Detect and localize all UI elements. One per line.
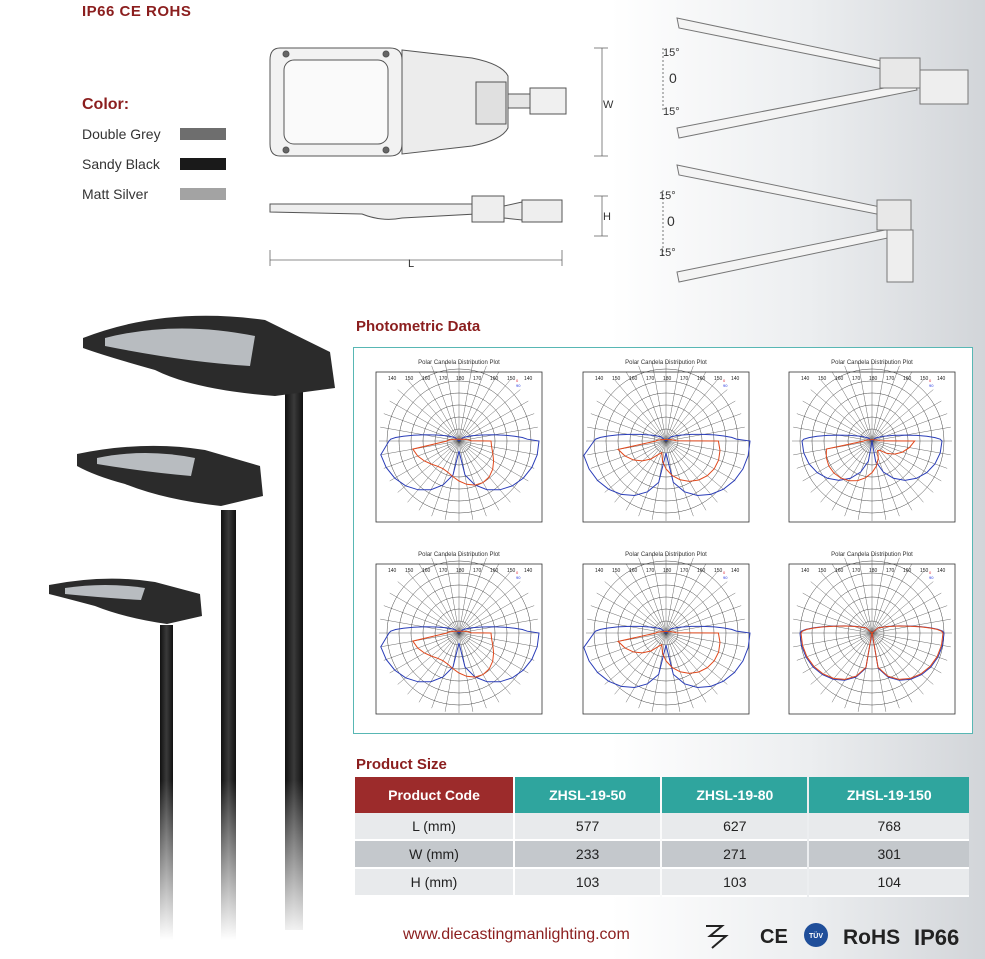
angle-label: 180 bbox=[456, 568, 465, 574]
legend-label: 90 bbox=[723, 575, 728, 580]
certifications-heading: IP66 CE ROHS bbox=[82, 3, 192, 20]
angle-label: 170 bbox=[439, 376, 448, 382]
angle-label: 140 bbox=[801, 376, 810, 382]
angle-label: 160 bbox=[490, 376, 499, 382]
angle-label: 180 bbox=[663, 568, 672, 574]
color-name: Sandy Black bbox=[82, 156, 160, 172]
table-row bbox=[355, 841, 969, 869]
legend-label: 90 bbox=[516, 383, 521, 388]
angle-label: 180 bbox=[456, 376, 465, 382]
tilt-up-label-1: 15° bbox=[663, 47, 680, 59]
angle-label: 170 bbox=[646, 568, 655, 574]
tuv-mark-label: TÜV bbox=[809, 933, 823, 940]
legend-label: 90 bbox=[929, 575, 934, 580]
angle-label: 140 bbox=[731, 568, 740, 574]
tilt-zero-label-2: 0 bbox=[667, 213, 675, 229]
legend-label: 90 bbox=[516, 575, 521, 580]
polar-chart bbox=[571, 548, 761, 723]
product-size-heading: Product Size bbox=[356, 756, 447, 773]
angle-label: 150 bbox=[920, 376, 929, 382]
row-label: W (mm) bbox=[355, 841, 513, 869]
angle-label: 170 bbox=[646, 376, 655, 382]
product-size-table bbox=[353, 777, 971, 897]
color-option-matt-silver bbox=[82, 186, 232, 204]
angle-label: 140 bbox=[388, 376, 397, 382]
angle-label: 160 bbox=[903, 376, 912, 382]
polar-plot-title: Polar Candela Distribution Plot bbox=[831, 552, 913, 558]
angle-label: 160 bbox=[629, 376, 638, 382]
legend-label: 0 bbox=[929, 378, 932, 383]
angle-label: 140 bbox=[595, 376, 604, 382]
angle-label: 140 bbox=[801, 568, 810, 574]
angle-label: 160 bbox=[697, 376, 706, 382]
angle-label: 170 bbox=[680, 568, 689, 574]
lamp-side-view bbox=[270, 196, 562, 222]
color-option-sandy-black bbox=[82, 156, 232, 174]
ip66-mark: IP66 bbox=[914, 925, 960, 950]
ce-mark: CE bbox=[760, 926, 788, 948]
color-heading: Color: bbox=[82, 96, 130, 113]
cell: 104 bbox=[809, 869, 969, 897]
row-label: H (mm) bbox=[355, 869, 513, 897]
angle-label: 180 bbox=[663, 376, 672, 382]
angle-label: 140 bbox=[524, 376, 533, 382]
angle-label: 150 bbox=[507, 376, 516, 382]
legend-label: 90 bbox=[929, 383, 934, 388]
angle-label: 150 bbox=[612, 376, 621, 382]
angle-label: 140 bbox=[937, 568, 946, 574]
color-swatch bbox=[180, 158, 226, 170]
angle-label: 170 bbox=[852, 376, 861, 382]
polar-plot-title: Polar Candela Distribution Plot bbox=[418, 360, 500, 366]
angle-label: 150 bbox=[818, 376, 827, 382]
angle-label: 160 bbox=[835, 376, 844, 382]
angle-label: 140 bbox=[731, 376, 740, 382]
emc-mark-icon bbox=[706, 926, 726, 948]
polar-chart bbox=[777, 356, 967, 531]
photometric-panel bbox=[353, 347, 973, 734]
angle-label: 160 bbox=[422, 376, 431, 382]
table-row bbox=[355, 813, 969, 841]
tilt-zero-label-1: 0 bbox=[669, 70, 677, 86]
angle-label: 150 bbox=[714, 568, 723, 574]
angle-label: 160 bbox=[697, 568, 706, 574]
polar-plot-6 bbox=[777, 548, 967, 723]
angle-label: 170 bbox=[886, 376, 895, 382]
tilt-diagram bbox=[655, 10, 980, 290]
angle-label: 150 bbox=[714, 376, 723, 382]
angle-label: 170 bbox=[852, 568, 861, 574]
polar-plot-5 bbox=[571, 548, 761, 723]
height-label: H bbox=[603, 211, 611, 223]
table-header-model: ZHSL-19-150 bbox=[809, 777, 969, 813]
tilt-down-label-2: 15° bbox=[659, 247, 676, 259]
angle-label: 140 bbox=[595, 568, 604, 574]
photometric-heading: Photometric Data bbox=[356, 318, 481, 335]
angle-label: 150 bbox=[405, 568, 414, 574]
cell: 271 bbox=[662, 841, 807, 869]
polar-plot-title: Polar Candela Distribution Plot bbox=[625, 360, 707, 366]
cell: 627 bbox=[662, 813, 807, 841]
polar-plot-3 bbox=[777, 356, 967, 531]
tilt-down-label-1: 15° bbox=[663, 106, 680, 118]
angle-label: 180 bbox=[869, 568, 878, 574]
polar-plot-title: Polar Candela Distribution Plot bbox=[418, 552, 500, 558]
angle-label: 140 bbox=[937, 376, 946, 382]
angle-label: 170 bbox=[473, 568, 482, 574]
polar-chart bbox=[571, 356, 761, 531]
table-header-model: ZHSL-19-50 bbox=[515, 777, 660, 813]
legend-label: 0 bbox=[723, 570, 726, 575]
cell: 103 bbox=[662, 869, 807, 897]
angle-label: 180 bbox=[869, 376, 878, 382]
legend-label: 0 bbox=[516, 378, 519, 383]
polar-plot-title: Polar Candela Distribution Plot bbox=[625, 552, 707, 558]
angle-label: 160 bbox=[835, 568, 844, 574]
tilt-up-label-2: 15° bbox=[659, 190, 676, 202]
certification-marks bbox=[700, 918, 980, 952]
cell: 233 bbox=[515, 841, 660, 869]
polar-chart bbox=[364, 356, 554, 531]
angle-label: 160 bbox=[629, 568, 638, 574]
polar-plot-4 bbox=[364, 548, 554, 723]
color-name: Matt Silver bbox=[82, 186, 149, 202]
dimension-drawing bbox=[262, 36, 622, 271]
cell: 768 bbox=[809, 813, 969, 841]
angle-label: 150 bbox=[507, 568, 516, 574]
polar-chart bbox=[777, 548, 967, 723]
angle-label: 170 bbox=[439, 568, 448, 574]
width-label: W bbox=[603, 99, 614, 111]
legend-label: 0 bbox=[723, 378, 726, 383]
legend-label: 0 bbox=[516, 570, 519, 575]
table-row bbox=[355, 869, 969, 897]
angle-label: 150 bbox=[920, 568, 929, 574]
angle-label: 150 bbox=[612, 568, 621, 574]
angle-label: 160 bbox=[422, 568, 431, 574]
lamp-top-view bbox=[270, 48, 566, 156]
angle-label: 140 bbox=[524, 568, 533, 574]
cell: 577 bbox=[515, 813, 660, 841]
polar-plot-1 bbox=[364, 356, 554, 531]
cell: 103 bbox=[515, 869, 660, 897]
polar-plot-title: Polar Candela Distribution Plot bbox=[831, 360, 913, 366]
series-0-curve bbox=[618, 440, 720, 482]
angle-label: 170 bbox=[680, 376, 689, 382]
color-option-double-grey bbox=[82, 126, 232, 144]
color-swatch bbox=[180, 128, 226, 140]
length-label: L bbox=[408, 258, 415, 270]
rohs-mark: RoHS bbox=[843, 926, 901, 949]
legend-label: 90 bbox=[723, 383, 728, 388]
cell: 301 bbox=[809, 841, 969, 869]
angle-label: 160 bbox=[903, 568, 912, 574]
angle-label: 170 bbox=[886, 568, 895, 574]
row-label: L (mm) bbox=[355, 813, 513, 841]
series-0-curve bbox=[826, 440, 914, 481]
product-photo bbox=[45, 300, 345, 940]
polar-plot-2 bbox=[571, 356, 761, 531]
website-url: www.diecastingmanlighting.com bbox=[403, 926, 630, 943]
legend-label: 0 bbox=[929, 570, 932, 575]
series-0-curve bbox=[618, 632, 720, 674]
color-swatch bbox=[180, 188, 226, 200]
color-name: Double Grey bbox=[82, 126, 161, 142]
angle-label: 140 bbox=[388, 568, 397, 574]
angle-label: 150 bbox=[818, 568, 827, 574]
table-header-product-code: Product Code bbox=[355, 777, 513, 813]
polar-chart bbox=[364, 548, 554, 723]
table-header-model: ZHSL-19-80 bbox=[662, 777, 807, 813]
angle-label: 170 bbox=[473, 376, 482, 382]
angle-label: 160 bbox=[490, 568, 499, 574]
angle-label: 150 bbox=[405, 376, 414, 382]
